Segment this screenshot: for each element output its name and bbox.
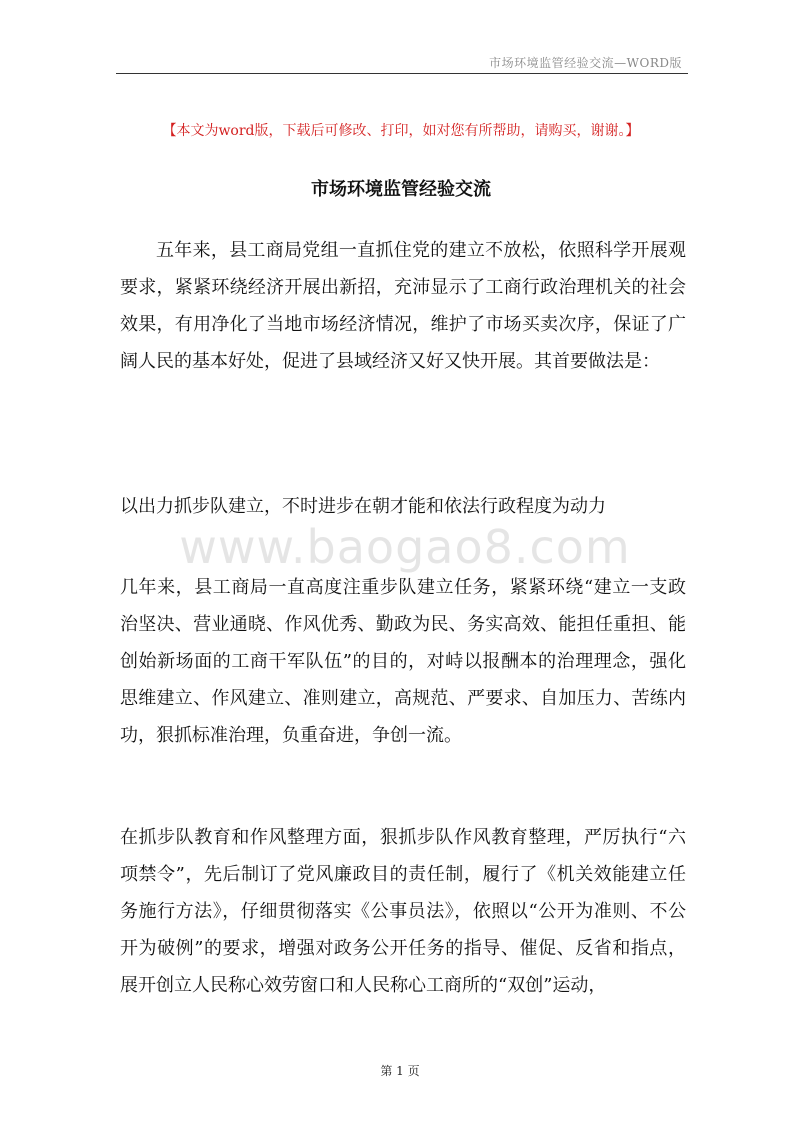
watermark: www.baogao8.com bbox=[179, 520, 631, 574]
document-title: 市场环境监管经验交流 bbox=[311, 179, 491, 200]
header-divider bbox=[116, 73, 688, 74]
section-heading: 以出力抓步队建立，不时进步在朝才能和依法行政程度为动力 bbox=[120, 496, 606, 517]
body-paragraph-intro: 五年来，县工商局党组一直抓住党的建立不放松，依照科学开展观要求，紧紧环绕经济开展出新招，充沛显示了工商行政治理机关的社会效果，有用净化了当地市场经济情况，维护了市场买卖次序，保证了广阔人民的基本好处，促进了县域经济又好又快开展。其首要做法是： bbox=[120, 240, 686, 372]
purchase-notice: 【本文为word版，下载后可修改、打印，如对您有所帮助，请购买，谢谢。】 bbox=[162, 123, 640, 139]
running-header: 市场环境监管经验交流—WORD版 bbox=[489, 56, 682, 70]
page-number: 第 1 页 bbox=[380, 1064, 420, 1078]
body-paragraph-education: 在抓步队教育和作风整理方面，狠抓步队作风教育整理，严厉执行“六项禁令”，先后制订了党风廉政目的责任制，履行了《机关效能建立任务施行方法》，仔细贯彻落实《公事员法》，依照以“公开为准则、不公开为破例”的要求，增强对政务公开任务的指导、催促、反省和指点，展开创立人民称心效劳窗口和人民称心工商所的“双创”运动， bbox=[120, 827, 686, 996]
body-paragraph-team: 几年来，县工商局一直高度注重步队建立任务，紧紧环绕“建立一支政治坚决、营业通晓、作风优秀、勤政为民、务实高效、能担任重担、能创始新场面的工商干军队伍”的目的，对峙以报酬本的治理理念，强化思维建立、作风建立、准则建立，高规范、严要求、自加压力、苦练内功，狠抓标准治理，负重奋进，争创一流。 bbox=[120, 577, 686, 746]
